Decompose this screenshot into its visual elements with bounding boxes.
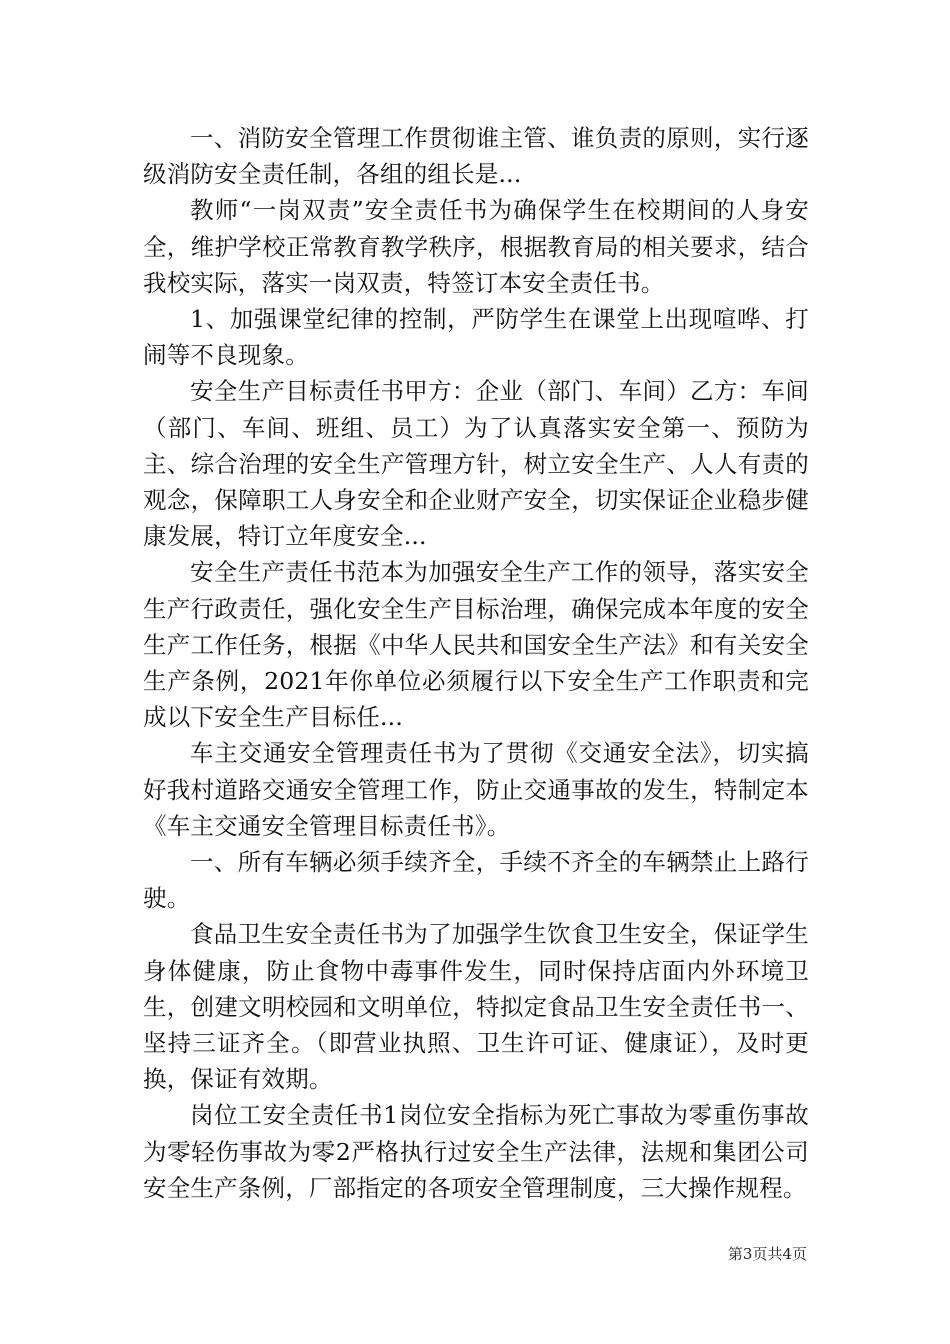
page-number: 第3页共4页: [727, 1245, 807, 1263]
paragraph-fire-safety: 一、消防安全管理工作贯彻谁主管、谁负责的原则，实行逐级消防安全责任制，各组的组长是...: [143, 124, 809, 189]
paragraph-post-worker: 岗位工安全责任书1岗位安全指标为死亡事故为零重伤事故为零轻伤事故为零2严格执行过安全生产法律，法规和集团公司安全生产条例，厂部指定的各项安全管理制度，三大操作规程。: [143, 1101, 809, 1202]
paragraph-production-template: 安全生产责任书范本为加强安全生产工作的领导，落实安全生产行政责任，强化安全生产目标治理，确保完成本年度的安全生产工作任务，根据《中华人民共和国安全生产法》和有关安全生产条例，2021年你单位必须履行以下安全生产工作职责和完成以下安全生产目标任...: [143, 558, 809, 732]
paragraph-traffic-safety: 车主交通安全管理责任书为了贯彻《交通安全法》，切实搞好我村道路交通安全管理工作，防止交通事故的发生，特制定本《车主交通安全管理目标责任书》。: [143, 739, 809, 840]
paragraph-production-target: 安全生产目标责任书甲方：企业（部门、车间）乙方：车间（部门、车间、班组、员工）为了认真落实安全第一、预防为主、综合治理的安全生产管理方针，树立安全生产、人人有责的观念，保障职工人身安全和企业财产安全，切实保证企业稳步健康发展，特订立年度安全...: [143, 377, 809, 551]
paragraph-teacher-responsibility: 教师“一岗双责”安全责任书为确保学生在校期间的人身安全，维护学校正常教育教学秩序，根据教育局的相关要求，结合我校实际，落实一岗双责，特签订本安全责任书。: [143, 196, 809, 297]
paragraph-classroom-discipline: 1、加强课堂纪律的控制，严防学生在课堂上出现喧哗、打闹等不良现象。: [143, 305, 809, 370]
paragraph-food-hygiene: 食品卫生安全责任书为了加强学生饮食卫生安全，保证学生身体健康，防止食物中毒事件发生，同时保持店面内外环境卫生，创建文明校园和文明单位，特拟定食品卫生安全责任书一、坚持三证齐全。（即营业执照、卫生许可证、健康证），及时更换，保证有效期。: [143, 920, 809, 1094]
paragraph-vehicle-procedures: 一、所有车辆必须手续齐全，手续不齐全的车辆禁止上路行驶。: [143, 848, 809, 913]
document-body: [143, 120, 809, 1206]
